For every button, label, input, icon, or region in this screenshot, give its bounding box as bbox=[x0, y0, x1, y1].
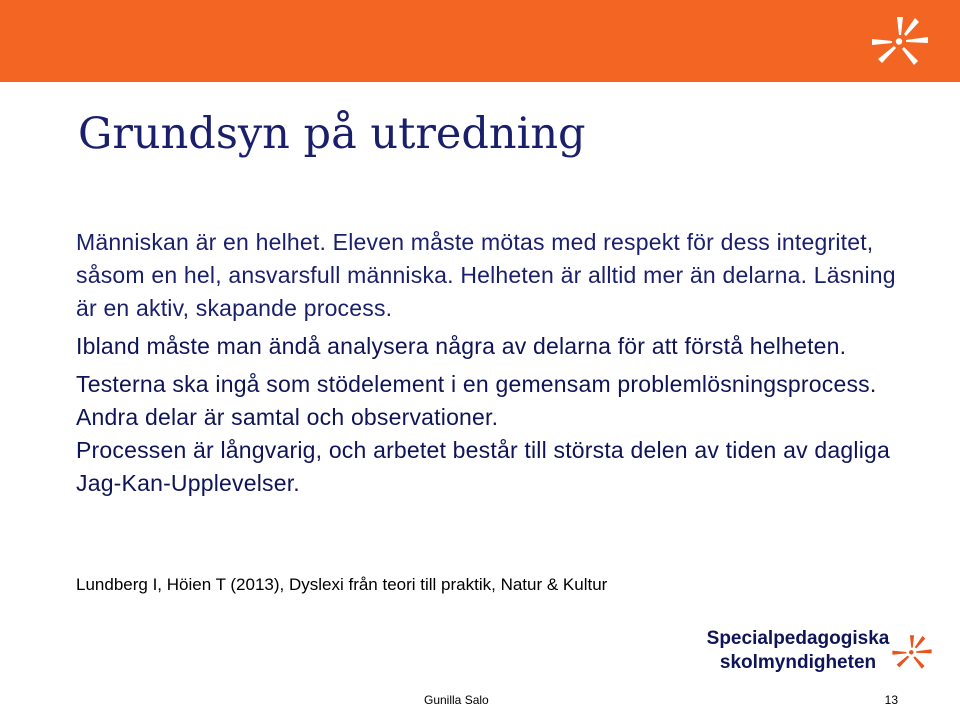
top-banner bbox=[0, 0, 960, 82]
paragraph-testerna: Testerna ska ingå som stödelement i en gemensam problemlösningsprocess. Andra delar är samtal och observationer. bbox=[76, 371, 877, 430]
body-text bbox=[76, 226, 906, 505]
reference-citation: Lundberg I, Höien T (2013), Dyslexi från teori till praktik, Natur & Kultur bbox=[76, 575, 608, 594]
paragraph-helhet: Människan är en helhet. Eleven måste mötas med respekt för dess integritet, såsom en hel, ansvarsfull människa. Helheten är alltid mer än delarna. Läsning är en aktiv, skapande process. bbox=[76, 229, 896, 321]
logo-line-1: Specialpedagogiska bbox=[706, 628, 890, 649]
footer-author: Gunilla Salo bbox=[424, 693, 489, 707]
paragraph-processen: Processen är långvarig, och arbetet består till största delen av tiden av dagliga Jag-Kan-Upplevelser. bbox=[76, 437, 890, 496]
slide-title: Grundsyn på utredning bbox=[78, 109, 586, 159]
paragraph-analysera: Ibland måste man ändå analysera några av delarna för att förstå helheten. bbox=[76, 333, 847, 359]
star-logo-icon bbox=[891, 631, 933, 673]
footer-page-number: 13 bbox=[884, 693, 898, 707]
logo-text bbox=[703, 627, 893, 675]
organization-logo bbox=[703, 627, 933, 683]
star-logo-icon bbox=[870, 13, 930, 69]
logo-line-2: skolmyndigheten bbox=[719, 652, 877, 673]
